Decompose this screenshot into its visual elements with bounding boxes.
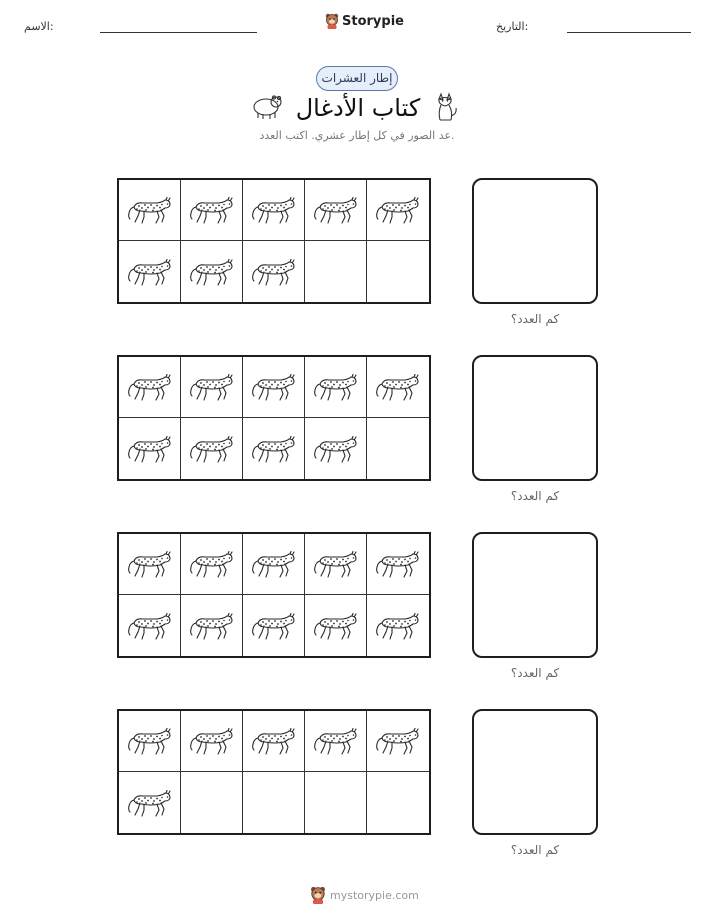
cheetah-icon <box>251 194 297 226</box>
ten-frame-cell <box>367 772 429 833</box>
ten-frame-cell <box>181 595 243 656</box>
cheetah-icon <box>375 610 421 642</box>
ten-frame-cell <box>243 772 305 833</box>
cheetah-icon <box>251 725 297 757</box>
worksheet-title: كتاب الأدغال <box>295 94 421 122</box>
name-line[interactable] <box>100 32 257 33</box>
count-question: كم العدد؟ <box>510 489 560 503</box>
ten-frame-cell <box>119 241 181 302</box>
cheetah-icon <box>313 371 359 403</box>
footer <box>310 886 419 904</box>
ten-frame-cell <box>243 711 305 772</box>
cheetah-icon <box>313 610 359 642</box>
count-question: كم العدد؟ <box>510 312 560 326</box>
cheetah-icon <box>375 371 421 403</box>
cheetah-icon <box>251 371 297 403</box>
cheetah-icon <box>189 371 235 403</box>
ten-frame-cell <box>243 241 305 302</box>
cheetah-icon <box>127 433 173 465</box>
ten-frame <box>117 532 431 658</box>
ten-frame-cell <box>367 418 429 479</box>
count-question: كم العدد؟ <box>510 843 560 857</box>
ten-frame-cell <box>181 241 243 302</box>
ten-frame-cell <box>243 418 305 479</box>
ten-frame-cell <box>305 180 367 241</box>
ten-frame-cell <box>119 595 181 656</box>
ten-frame <box>117 709 431 835</box>
cheetah-icon <box>127 787 173 819</box>
ten-frame-cell <box>119 357 181 418</box>
count-question: كم العدد؟ <box>510 666 560 680</box>
ten-frame-cell <box>181 534 243 595</box>
cheetah-icon <box>189 433 235 465</box>
answer-box[interactable] <box>472 355 598 481</box>
answer-box[interactable] <box>472 178 598 304</box>
footer-site: mystorypie.com <box>330 888 419 902</box>
cheetah-icon <box>127 194 173 226</box>
cheetah-icon <box>127 371 173 403</box>
ten-frame-cell <box>305 241 367 302</box>
ten-frame-cell <box>305 418 367 479</box>
ten-frame-cell <box>119 534 181 595</box>
ten-frame-cell <box>181 180 243 241</box>
cheetah-icon <box>251 610 297 642</box>
ten-frame-cell <box>305 534 367 595</box>
cheetah-icon <box>189 256 235 288</box>
ten-frame-cell <box>367 711 429 772</box>
ten-frame-cell <box>305 357 367 418</box>
ten-frame-cell <box>367 357 429 418</box>
ten-frame-cell <box>367 180 429 241</box>
brand-logo <box>325 13 404 29</box>
ten-frame-cell <box>305 711 367 772</box>
cheetah-icon <box>127 725 173 757</box>
cheetah-icon <box>189 725 235 757</box>
wolf-icon <box>432 90 460 122</box>
ten-frame-cell <box>119 711 181 772</box>
cheetah-icon <box>127 610 173 642</box>
cheetah-icon <box>251 256 297 288</box>
ten-frame-cell <box>367 534 429 595</box>
ten-frame-cell <box>243 534 305 595</box>
cheetah-icon <box>375 194 421 226</box>
ten-frame-cell <box>243 357 305 418</box>
brand-name: Storypie <box>342 13 404 29</box>
ten-frame-cell <box>119 180 181 241</box>
ten-frame-cell <box>243 180 305 241</box>
cheetah-icon <box>313 725 359 757</box>
ten-frame-cell <box>181 418 243 479</box>
cheetah-icon <box>313 433 359 465</box>
cheetah-icon <box>189 610 235 642</box>
cheetah-icon <box>375 548 421 580</box>
ten-frame-cell <box>367 595 429 656</box>
answer-box[interactable] <box>472 709 598 835</box>
cheetah-icon <box>251 548 297 580</box>
bear-icon <box>250 92 284 120</box>
ten-frame-cell <box>119 418 181 479</box>
ten-frame-cell <box>243 595 305 656</box>
ten-frame-cell <box>305 595 367 656</box>
instructions: عد الصور في كل إطار عشري. اكتب العدد. <box>259 129 455 142</box>
ten-frame <box>117 178 431 304</box>
cheetah-icon <box>127 548 173 580</box>
ten-frame <box>117 355 431 481</box>
date-line[interactable] <box>567 32 691 33</box>
ten-frame-cell <box>367 241 429 302</box>
ten-frame-cell <box>305 772 367 833</box>
cheetah-icon <box>127 256 173 288</box>
storypie-mascot-icon <box>310 886 326 904</box>
worksheet-tag: إطار العشرات <box>316 66 398 91</box>
answer-box[interactable] <box>472 532 598 658</box>
date-label: التاريخ: <box>496 20 529 33</box>
cheetah-icon <box>189 548 235 580</box>
cheetah-icon <box>189 194 235 226</box>
ten-frame-cell <box>181 711 243 772</box>
name-label: الاسم: <box>24 20 54 33</box>
storypie-mascot-icon <box>325 13 339 29</box>
ten-frame-cell <box>181 772 243 833</box>
cheetah-icon <box>313 548 359 580</box>
ten-frame-cell <box>181 357 243 418</box>
cheetah-icon <box>375 725 421 757</box>
ten-frame-cell <box>119 772 181 833</box>
cheetah-icon <box>251 433 297 465</box>
cheetah-icon <box>313 194 359 226</box>
